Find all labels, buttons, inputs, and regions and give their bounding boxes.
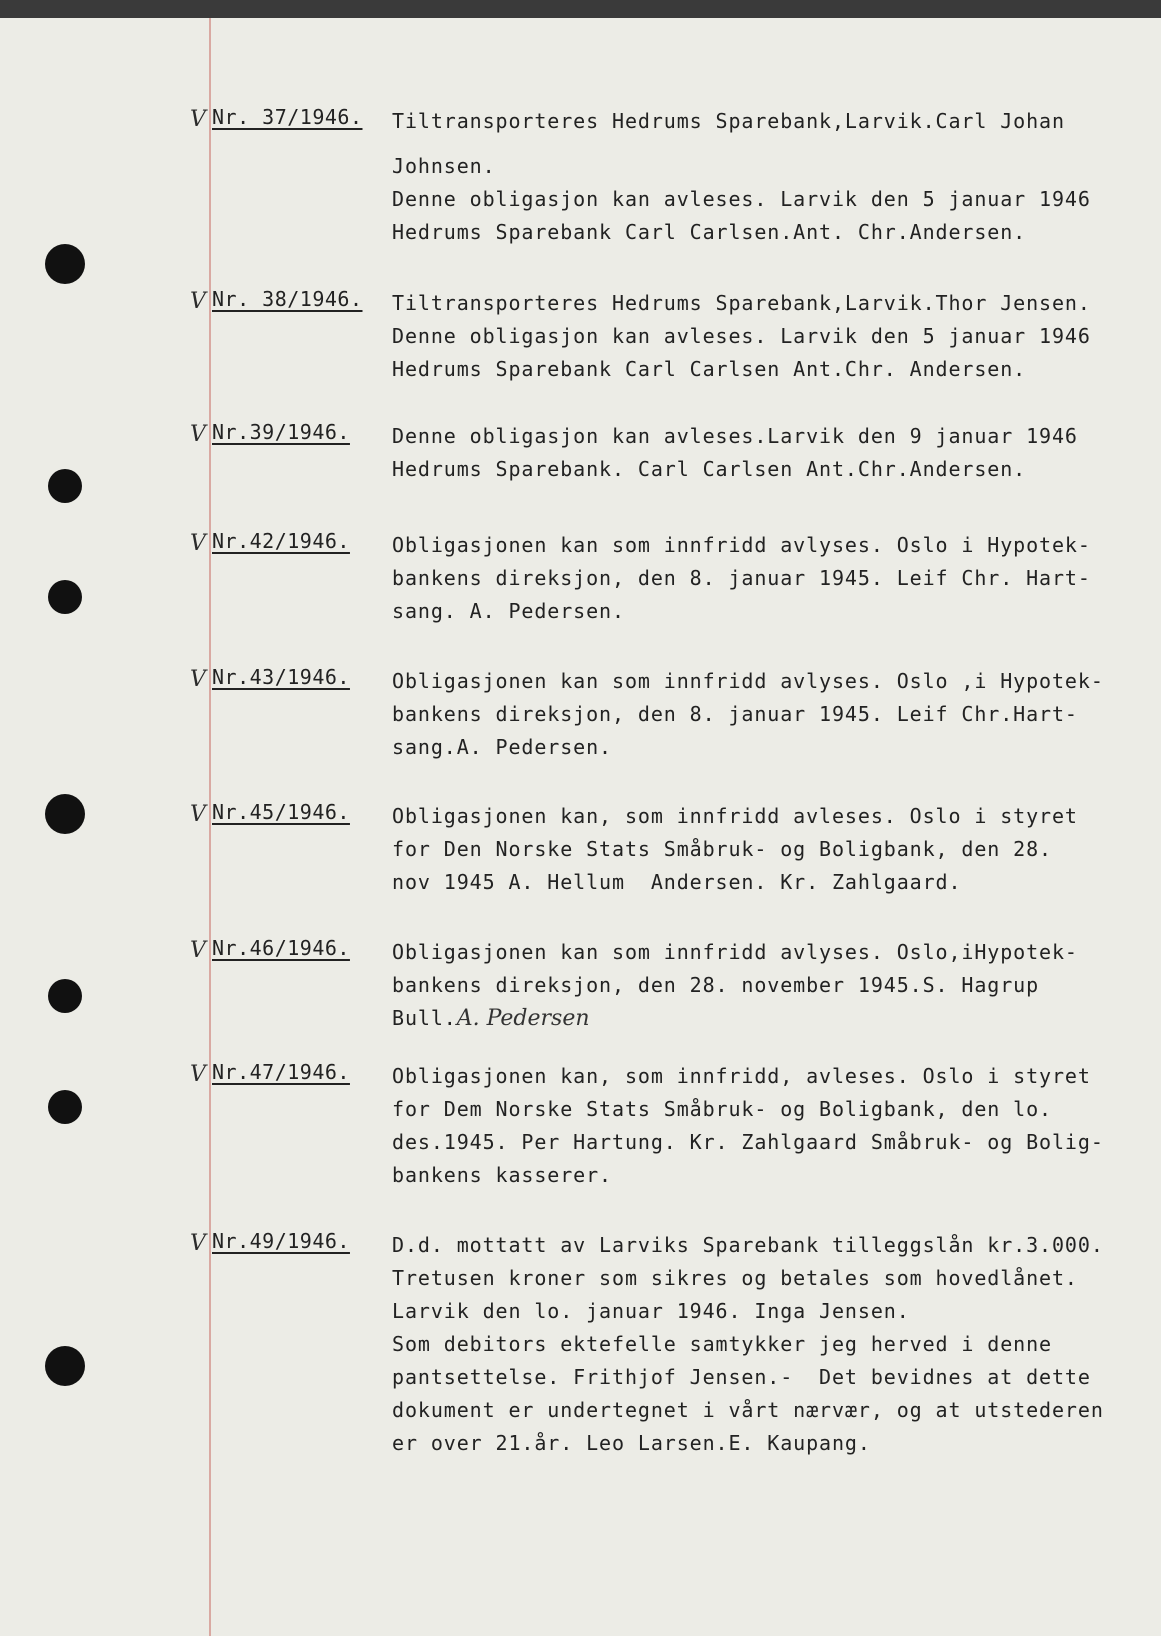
text-line: sang. A. Pedersen.: [392, 599, 625, 623]
check-mark: V: [190, 938, 206, 963]
text-line: for Den Norske Stats Småbruk- og Boligbank, den 28.: [392, 837, 1052, 861]
entry-number: Nr.49/1946.: [212, 1229, 350, 1253]
entry-number: Nr.46/1946.: [212, 936, 350, 960]
check-mark: V: [190, 289, 206, 314]
text-line: Larvik den lo. januar 1946. Inga Jensen.: [392, 1299, 910, 1323]
check-mark: V: [190, 107, 206, 132]
entry-text: [392, 936, 1152, 1035]
text-line: bankens kasserer.: [392, 1163, 612, 1187]
entry-text: [392, 1060, 1152, 1192]
entry-text: [392, 1229, 1152, 1460]
entry-text: [392, 105, 1152, 249]
punch-hole: [48, 1090, 82, 1124]
text-line: Denne obligasjon kan avleses. Larvik den 5 januar 1946: [392, 187, 1091, 211]
punch-hole: [48, 469, 82, 503]
text-line: Denne obligasjon kan avleses.Larvik den 9 januar 1946: [392, 424, 1078, 448]
check-mark: V: [190, 1231, 206, 1256]
check-mark: V: [190, 802, 206, 827]
handwritten-signature: A. Pedersen: [456, 1006, 590, 1031]
text-line: Obligasjonen kan som innfridd avlyses. Oslo ,i Hypotek-: [392, 669, 1104, 693]
text-line: Tretusen kroner som sikres og betales som hovedlånet.: [392, 1266, 1078, 1290]
text-line: D.d. mottatt av Larviks Sparebank tilleggslån kr.3.000.: [392, 1233, 1104, 1257]
punch-hole: [45, 794, 85, 834]
text-line: Hedrums Sparebank Carl Carlsen.Ant. Chr.Andersen.: [392, 220, 1027, 244]
entry-text: [392, 800, 1152, 899]
document-page: [0, 18, 1161, 1636]
text-fragment: Bull.: [392, 1006, 457, 1030]
entry-number: Nr.39/1946.: [212, 420, 350, 444]
entry-number: Nr. 37/1946.: [212, 105, 363, 129]
text-line: Obligasjonen kan som innfridd avlyses. Oslo i Hypotek-: [392, 533, 1091, 557]
text-line: Obligasjonen kan, som innfridd, avleses. Oslo i styret: [392, 1064, 1091, 1088]
text-line: er over 21.år. Leo Larsen.E. Kaupang.: [392, 1431, 871, 1455]
margin-line: [209, 18, 211, 1636]
entry-number: Nr.43/1946.: [212, 665, 350, 689]
entry-number: Nr.42/1946.: [212, 529, 350, 553]
check-mark: V: [190, 667, 206, 692]
text-line: des.1945. Per Hartung. Kr. Zahlgaard Småbruk- og Bolig-: [392, 1130, 1104, 1154]
text-line: Denne obligasjon kan avleses. Larvik den 5 januar 1946: [392, 324, 1091, 348]
entry-number: Nr. 38/1946.: [212, 287, 363, 311]
entry-number: Nr.47/1946.: [212, 1060, 350, 1084]
check-mark: V: [190, 531, 206, 556]
text-line: Som debitors ektefelle samtykker jeg herved i denne: [392, 1332, 1052, 1356]
text-line: bankens direksjon, den 28. november 1945.S. Hagrup: [392, 973, 1040, 997]
entry-text: [392, 420, 1152, 486]
text-line: [392, 1002, 1152, 1035]
entry-text: [392, 529, 1152, 628]
text-line: Obligasjonen kan som innfridd avlyses. Oslo,iHypotek-: [392, 940, 1078, 964]
text-line: Obligasjonen kan, som innfridd avleses. Oslo i styret: [392, 804, 1078, 828]
entry-text: [392, 287, 1152, 386]
text-line: Hedrums Sparebank. Carl Carlsen Ant.Chr.Andersen.: [392, 457, 1027, 481]
text-line: Tiltransporteres Hedrums Sparebank,Larvik.Thor Jensen.: [392, 291, 1091, 315]
punch-hole: [45, 244, 85, 284]
text-line: Hedrums Sparebank Carl Carlsen Ant.Chr. Andersen.: [392, 357, 1027, 381]
text-line: sang.A. Pedersen.: [392, 735, 612, 759]
text-line: pantsettelse. Frithjof Jensen.- Det bevidnes at dette: [392, 1365, 1091, 1389]
punch-hole: [45, 1346, 85, 1386]
entry-text: [392, 665, 1152, 764]
entry-number: Nr.45/1946.: [212, 800, 350, 824]
punch-hole: [48, 979, 82, 1013]
punch-hole: [48, 580, 82, 614]
text-line: nov 1945 A. Hellum Andersen. Kr. Zahlgaard.: [392, 870, 962, 894]
text-line: bankens direksjon, den 8. januar 1945. Leif Chr. Hart-: [392, 566, 1091, 590]
text-line: dokument er undertegnet i vårt nærvær, og at utstederen: [392, 1398, 1104, 1422]
text-line: bankens direksjon, den 8. januar 1945. Leif Chr.Hart-: [392, 702, 1078, 726]
check-mark: V: [190, 422, 206, 447]
text-line: for Dem Norske Stats Småbruk- og Boligbank, den lo.: [392, 1097, 1052, 1121]
check-mark: V: [190, 1062, 206, 1087]
text-line: Johnsen.: [392, 154, 496, 178]
text-line: Tiltransporteres Hedrums Sparebank,Larvik.Carl Johan: [392, 109, 1065, 133]
